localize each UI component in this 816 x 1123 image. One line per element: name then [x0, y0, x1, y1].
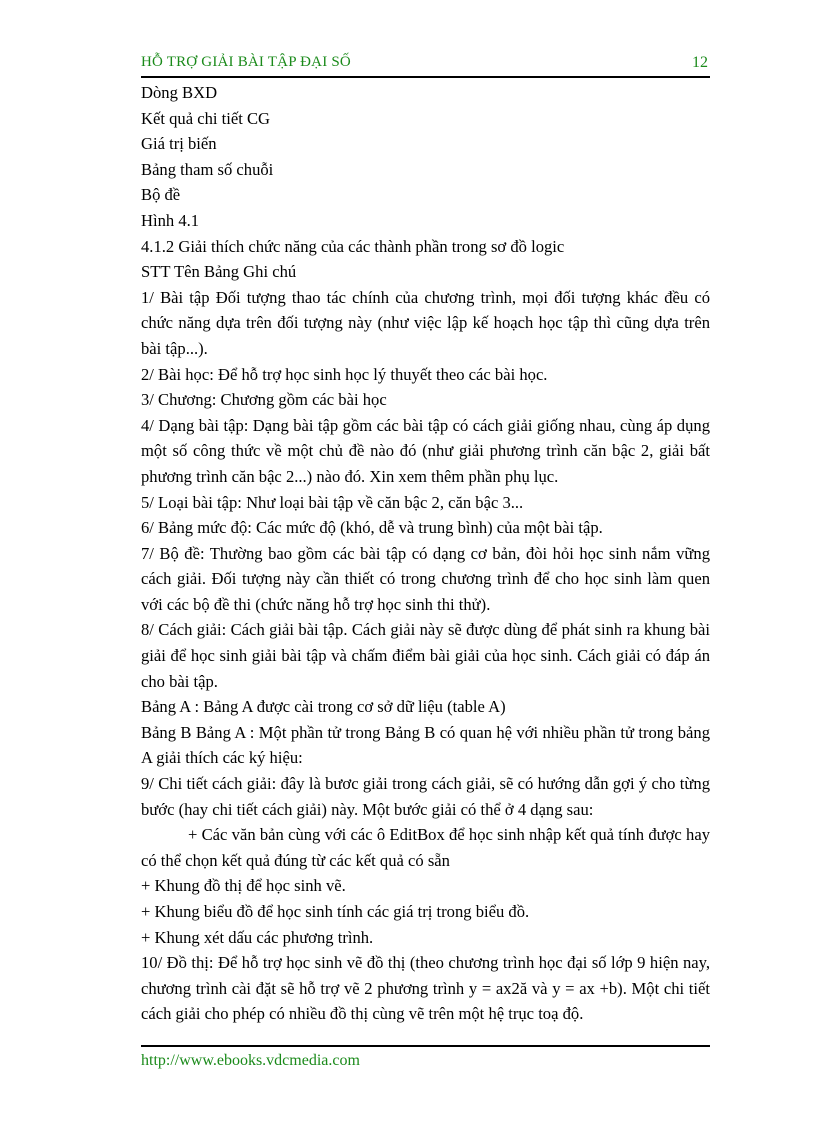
paragraph: 9/ Chi tiết cách giải: đây là bươc giải trong cách giải, sẽ có hướng dẫn gợi ý cho từng bước (hay chi tiết cách giải) này. Một bước giải có thể ở 4 dạng sau: [141, 774, 710, 819]
bullet-item: + Khung xét dấu các phương trình. [141, 927, 374, 947]
bullet-item: + Các văn bản cùng với các ô EditBox để học sinh nhập kết quả tính được hay có thể chọn kết quả đúng từ các kết quả có sẵn [141, 825, 710, 870]
bullet-item: + Khung biểu đồ để học sinh tính các giá trị trong biểu đồ. [141, 902, 530, 921]
text-line: Kết quả chi tiết CG [141, 108, 271, 128]
paragraph: 2/ Bài học: Để hỗ trợ học sinh học lý thuyết theo các bài học. [141, 364, 548, 384]
page-header [141, 54, 710, 76]
page-number: 12 [692, 54, 708, 71]
footer-rule [141, 1045, 710, 1047]
paragraph: Bảng A : Bảng A được cài trong cơ sở dữ liệu (table A) [141, 697, 506, 717]
paragraph: Bảng B Bảng A : Một phần tử trong Bảng B có quan hệ với nhiều phần tử trong bảng A giải thích các ký hiệu: [141, 722, 710, 768]
text-line: Giá trị biến [141, 134, 217, 154]
bullet-item: + Khung đồ thị để học sinh vẽ. [141, 876, 346, 896]
paragraph: 8/ Cách giải: Cách giải bài tập. Cách giải này sẽ được dùng để phát sinh ra khung bài giải để học sinh giải bài tập và chấm điểm bài giải của học sinh. Cách giải có đáp án cho bài tập. [141, 620, 710, 691]
document-body [141, 80, 710, 1027]
text-line: Bảng tham số chuỗi [141, 159, 274, 179]
figure-caption: Hình 4.1 [141, 210, 200, 230]
paragraph: 3/ Chương: Chương gồm các bài học [141, 390, 387, 410]
footer-link[interactable]: http://www.ebooks.vdcmedia.com [141, 1052, 360, 1069]
paragraph: 4/ Dạng bài tập: Dạng bài tập gồm các bài tập có cách giải giống nhau, cùng áp dụng một số công thức về một chủ đề nào đó (như giải phương trình căn bậc 2, giải bất phương trình căn bậc 2...) nào đó. Xin xem thêm phần phụ lục. [141, 415, 710, 486]
text-line: Dòng BXD [141, 83, 218, 102]
paragraph: 6/ Bảng mức độ: Các mức độ (khó, dễ và trung bình) của một bài tập. [141, 518, 603, 538]
header-title: HỖ TRỢ GIẢI BÀI TẬP ĐẠI SỐ [141, 54, 351, 70]
paragraph: 1/ Bài tập Đối tượng thao tác chính của chương trình, mọi đối tượng khác đều có chức năng dựa trên đối tượng này (như việc lập kế hoạch học tập thì cũng dựa trên bài tập...). [141, 287, 710, 358]
table-header-line: STT Tên Bảng Ghi chú [141, 262, 297, 282]
section-heading: 4.1.2 Giải thích chức năng của các thành phần trong sơ đồ logic [141, 236, 565, 256]
text-line: Bộ đề [141, 185, 181, 205]
header-rule [141, 76, 710, 78]
paragraph: 7/ Bộ đề: Thường bao gồm các bài tập có dạng cơ bản, đòi hỏi học sinh nắm vững cách giải. Đối tượng này cần thiết có trong chương trình để cho học sinh làm quen với các bộ đề thi (chức năng hỗ trợ học sinh thi thử). [141, 543, 710, 614]
paragraph: 5/ Loại bài tập: Như loại bài tập về căn bậc 2, căn bậc 3... [141, 492, 524, 512]
paragraph: 10/ Đồ thị: Để hỗ trợ học sinh vẽ đồ thị (theo chương trình học đại số lớp 9 hiện nay, chương trình cài đặt sẽ hỗ trợ vẽ 2 phương trình y = ax2ă và y = ax +b). Một chi tiết cách giải cho phép có nhiều đồ thị cùng vẽ trên một hệ trục toạ độ. [141, 953, 710, 1024]
